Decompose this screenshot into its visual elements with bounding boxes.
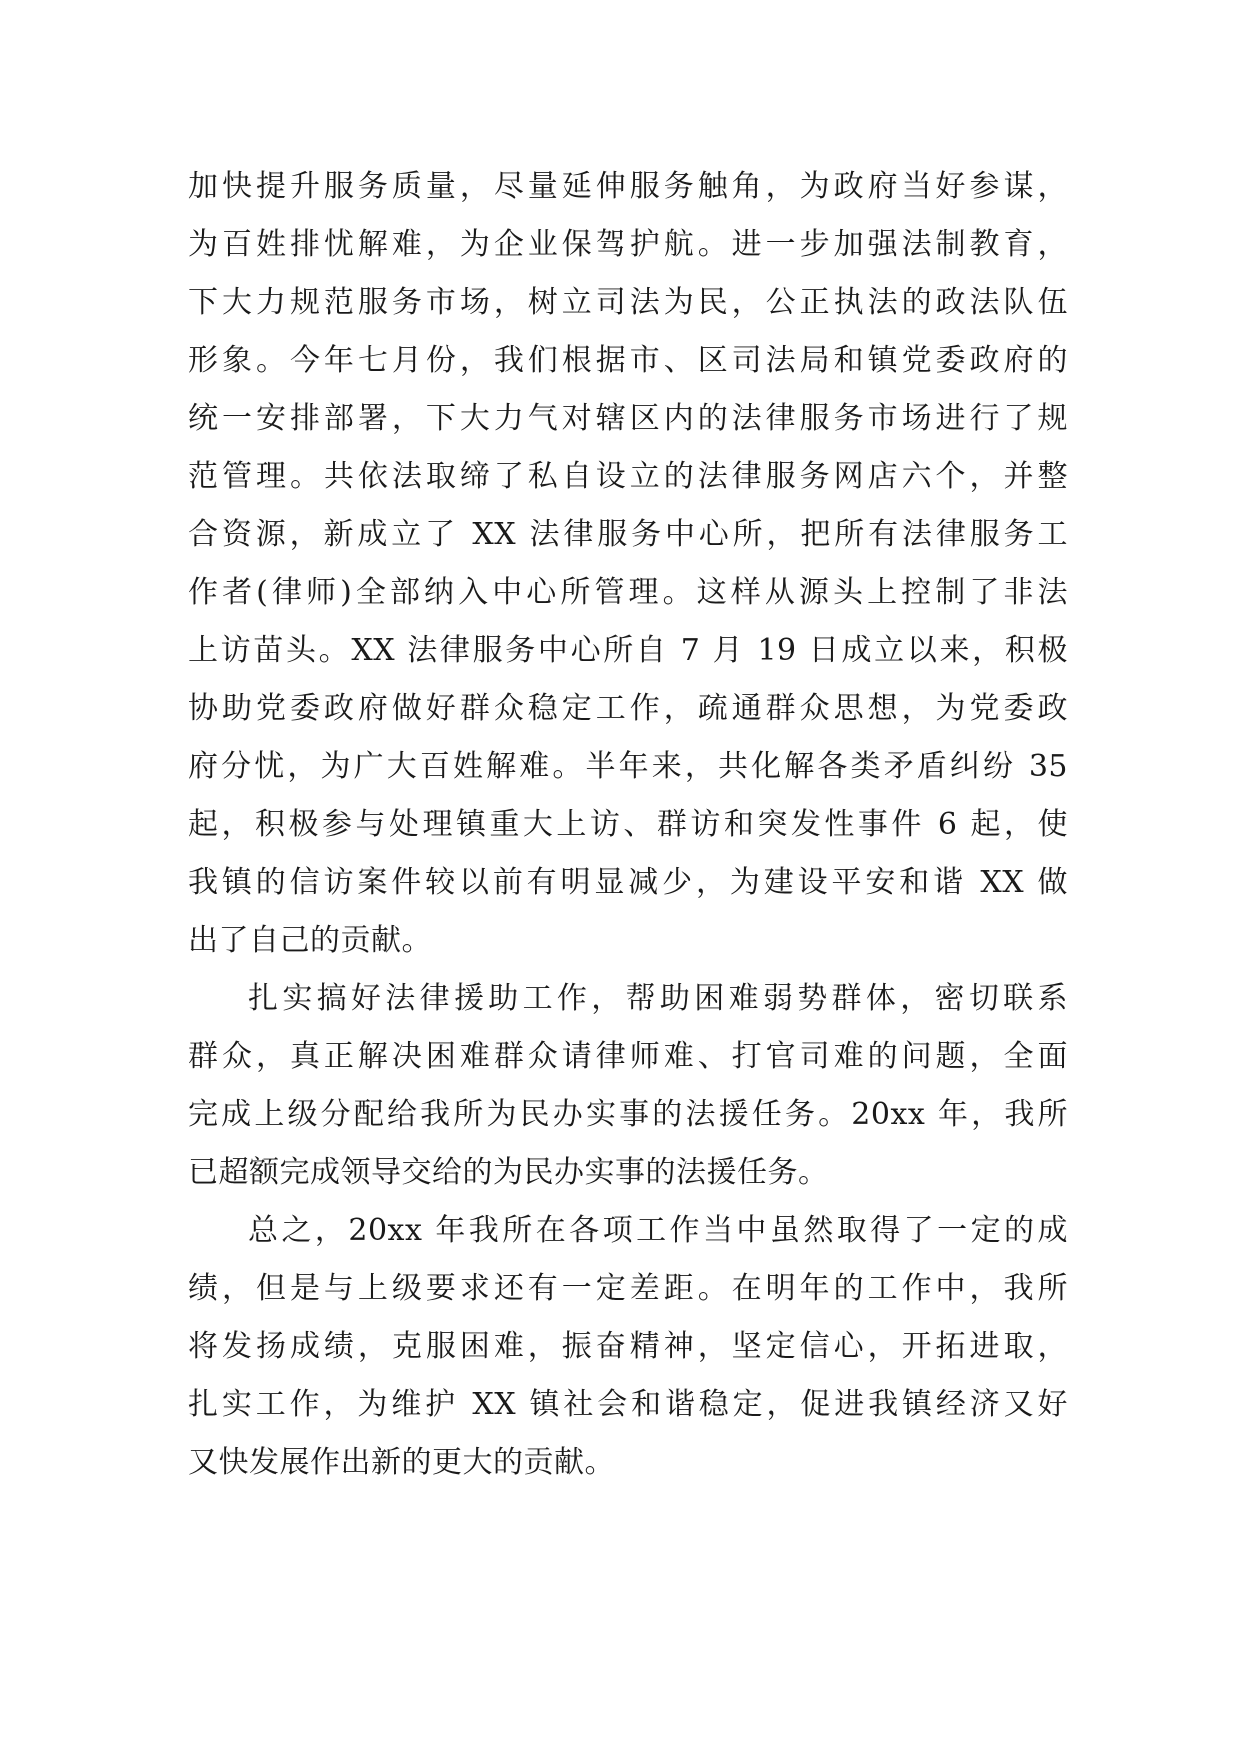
text-line: 群众，真正解决困难群众请律师难、打官司难的问题，全面 [188, 1039, 1068, 1074]
text-line: 协助党委政府做好群众稳定工作，疏通群众思想，为党委政 [188, 691, 1068, 726]
text-line: 起，积极参与处理镇重大上访、群访和突发性事件 6 起，使 [188, 807, 1068, 842]
paragraph-2 [188, 970, 1068, 1202]
text-line: 范管理。共依法取缔了私自设立的法律服务网店六个，并整 [188, 459, 1068, 494]
text-line: 扎实搞好法律援助工作，帮助困难弱势群体，密切联系 [248, 981, 1068, 1016]
text-line: 府分忧，为广大百姓解难。半年来，共化解各类矛盾纠纷 35 [188, 749, 1068, 784]
text-line: 作者(律师)全部纳入中心所管理。这样从源头上控制了非法 [188, 575, 1068, 610]
text-line: 总之，20xx 年我所在各项工作当中虽然取得了一定的成 [248, 1213, 1068, 1248]
paragraph-1 [188, 158, 1068, 970]
text-line: 下大力规范服务市场，树立司法为民，公正执法的政法队伍 [188, 285, 1068, 320]
text-line: 上访苗头。XX 法律服务中心所自 7 月 19 日成立以来，积极 [188, 633, 1068, 668]
text-line: 加快提升服务质量，尽量延伸服务触角，为政府当好参谋， [188, 169, 1068, 204]
text-line: 扎实工作，为维护 XX 镇社会和谐稳定，促进我镇经济又好 [188, 1387, 1068, 1422]
text-line: 合资源，新成立了 XX 法律服务中心所，把所有法律服务工 [188, 517, 1068, 552]
paragraph-3 [188, 1202, 1068, 1492]
text-line: 为百姓排忧解难，为企业保驾护航。进一步加强法制教育， [188, 227, 1068, 262]
text-line: 已超额完成领导交给的为民办实事的法援任务。 [188, 1155, 829, 1190]
text-line: 统一安排部署，下大力气对辖区内的法律服务市场进行了规 [188, 401, 1068, 436]
text-line: 我镇的信访案件较以前有明显减少，为建设平安和谐 XX 做 [188, 865, 1068, 900]
text-line: 完成上级分配给我所为民办实事的法援任务。20xx 年，我所 [188, 1097, 1068, 1132]
document-body [188, 158, 1068, 1492]
text-line: 绩，但是与上级要求还有一定差距。在明年的工作中，我所 [188, 1271, 1068, 1306]
text-line: 将发扬成绩，克服困难，振奋精神，坚定信心，开拓进取， [188, 1329, 1068, 1364]
text-line: 出了自己的贡献。 [188, 923, 432, 958]
text-line: 形象。今年七月份，我们根据市、区司法局和镇党委政府的 [188, 343, 1068, 378]
text-line: 又快发展作出新的更大的贡献。 [188, 1445, 615, 1480]
